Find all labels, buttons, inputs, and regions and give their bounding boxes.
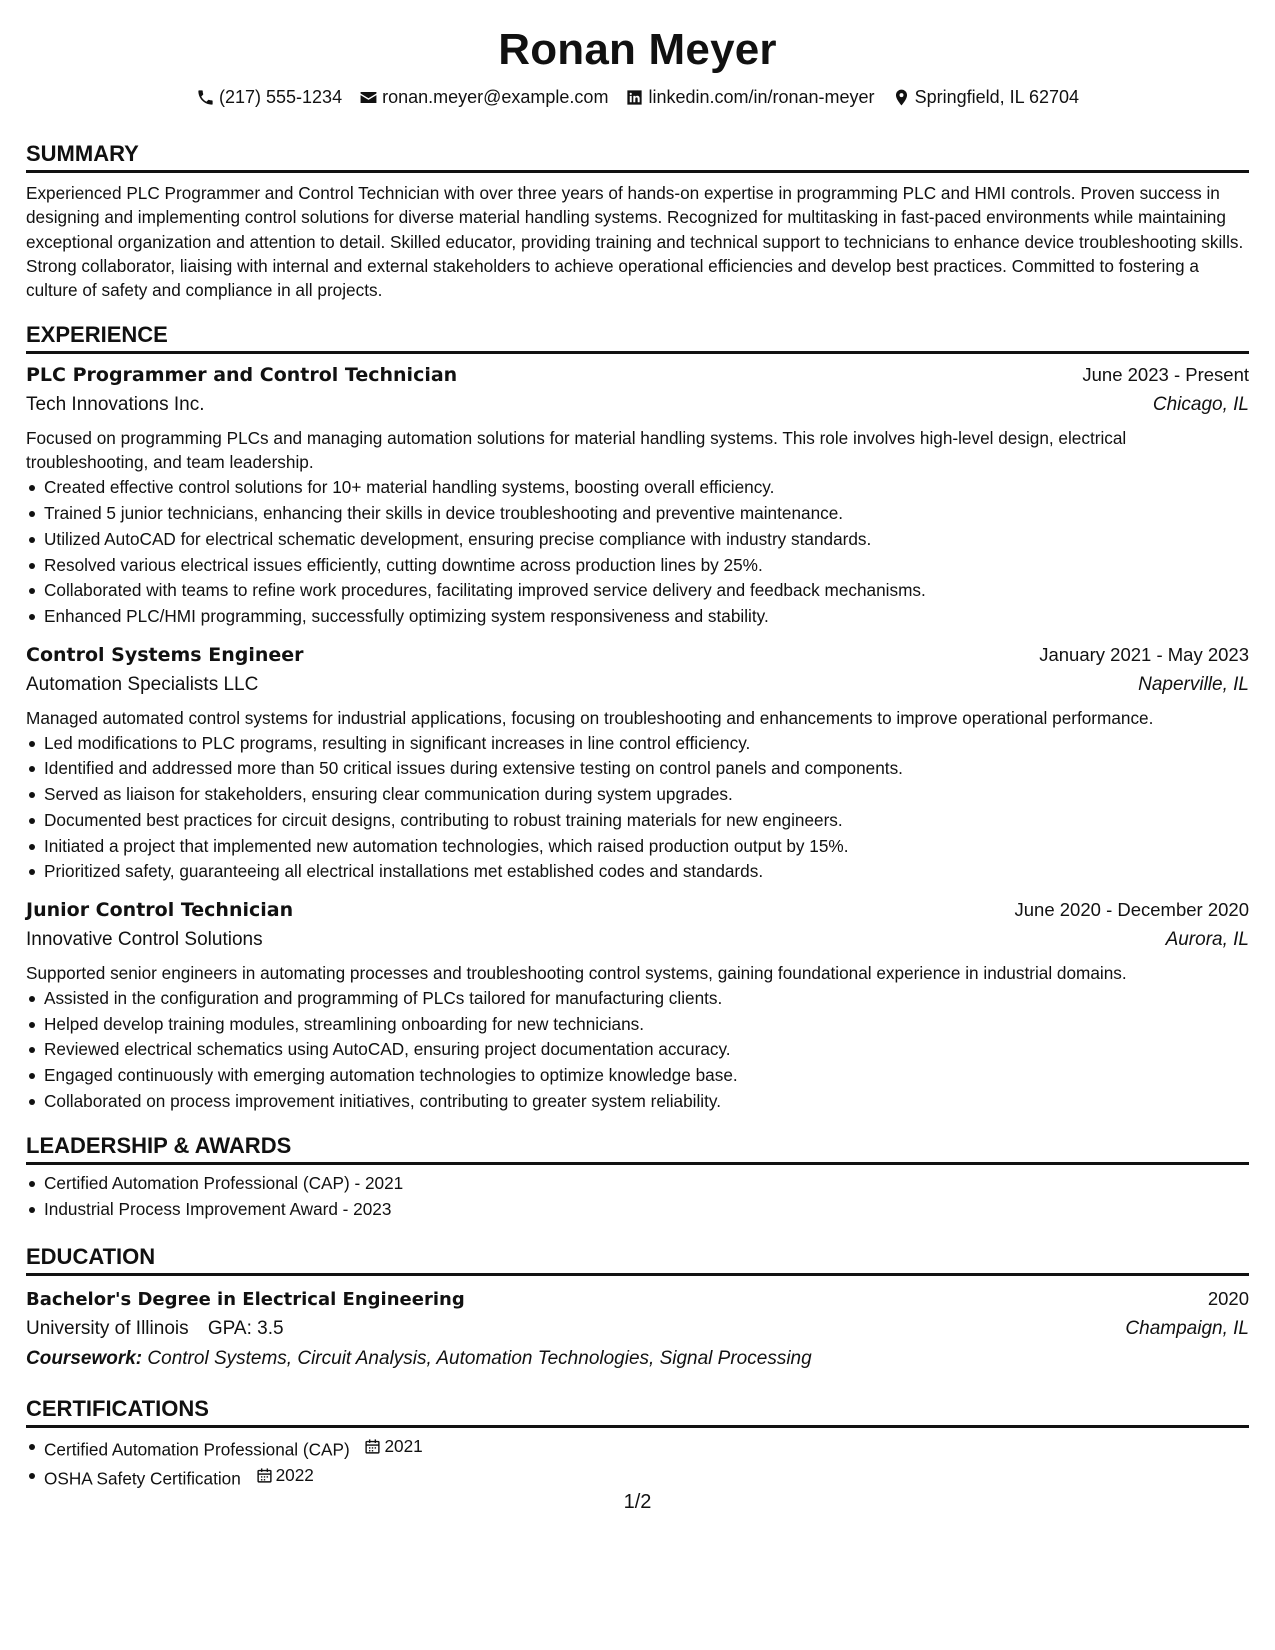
list-item: Documented best practices for circuit designs, contributing to robust training materials for new engineers. <box>44 808 1249 834</box>
job-bullets <box>26 475 1249 629</box>
job-header <box>26 360 1249 390</box>
list-item: Enhanced PLC/HMI programming, successfully optimizing system responsiveness and stability. <box>44 604 1249 630</box>
phone-icon <box>196 88 215 107</box>
contact-location <box>892 86 1079 108</box>
section-title-certifications: CERTIFICATIONS <box>26 1385 1249 1428</box>
degree: Bachelor's Degree in Electrical Engineering <box>26 1288 465 1310</box>
job-header <box>26 640 1249 670</box>
job-dates: June 2020 - December 2020 <box>1014 898 1249 920</box>
list-item: Served as liaison for stakeholders, ensuring clear communication during system upgrades. <box>44 782 1249 808</box>
job-subheader <box>26 670 1249 700</box>
certifications-section <box>26 1385 1249 1492</box>
calendar-icon <box>364 1438 381 1455</box>
linkedin-link[interactable]: linkedin.com/in/ronan-meyer <box>648 87 875 107</box>
job-dates: June 2023 - Present <box>1082 364 1249 386</box>
job-company: Automation Specialists LLC <box>26 673 259 695</box>
contact-linkedin[interactable] <box>625 86 874 108</box>
job-location: Aurora, IL <box>1165 928 1249 950</box>
list-item <box>44 1434 1249 1463</box>
job-location: Chicago, IL <box>1152 394 1249 416</box>
envelope-icon <box>359 88 378 107</box>
contact-bar <box>26 86 1249 108</box>
education-subheader <box>26 1315 1249 1343</box>
list-item: Collaborated on process improvement initiatives, contributing to greater system reliability. <box>44 1089 1249 1115</box>
job-entry <box>26 895 1249 1115</box>
section-title-education: EDUCATION <box>26 1233 1249 1276</box>
location-text: Springfield, IL 62704 <box>914 87 1080 107</box>
job-description: Managed automated control systems for industrial applications, focusing on troubleshooting and enhancements to improve operational performance. <box>26 707 1154 728</box>
certification-year: 2022 <box>275 1464 314 1485</box>
summary-section <box>26 130 1249 302</box>
list-item: Prioritized safety, guaranteeing all electrical installations met established codes and standards. <box>44 859 1249 885</box>
job-description: Supported senior engineers in automating processes and troubleshooting control systems, gaining foundational experience in industrial domains. <box>26 962 1127 983</box>
certification-year: 2021 <box>384 1435 423 1456</box>
resume-page <box>26 0 1249 1492</box>
education-location: Champaign, IL <box>1125 1317 1249 1339</box>
job-entry <box>26 640 1249 885</box>
certification-name: Certified Automation Professional (CAP) <box>44 1439 350 1460</box>
list-item: Engaged continuously with emerging automation technologies to optimize knowledge base. <box>44 1063 1249 1089</box>
education-section <box>26 1233 1249 1375</box>
list-item: Reviewed electrical schematics using AutoCAD, ensuring project documentation accuracy. <box>44 1037 1249 1063</box>
candidate-name: Ronan Meyer <box>498 25 777 74</box>
phone-text: (217) 555-1234 <box>218 87 343 107</box>
job-bullets <box>26 986 1249 1115</box>
list-item <box>44 1463 1249 1492</box>
list-item: Industrial Process Improvement Award - 2023 <box>44 1197 1249 1223</box>
job-title: Junior Control Technician <box>26 898 294 921</box>
list-item: Certified Automation Professional (CAP) - 2021 <box>44 1171 1249 1197</box>
graduation-year: 2020 <box>1207 1287 1249 1309</box>
page-number: 1/2 <box>623 1491 652 1513</box>
job-location: Naperville, IL <box>1138 673 1249 695</box>
calendar-icon <box>256 1467 273 1484</box>
certifications-list <box>26 1434 1249 1492</box>
education-header <box>26 1284 1249 1315</box>
map-pin-icon <box>892 88 911 107</box>
email-link[interactable]: ronan.meyer@example.com <box>382 87 609 107</box>
coursework-list: Control Systems, Circuit Analysis, Automation Technologies, Signal Processing <box>147 1347 812 1369</box>
contact-email[interactable] <box>359 86 608 108</box>
list-item: Resolved various electrical issues efficiently, cutting downtime across production lines by 25%. <box>44 553 1249 579</box>
summary-text: Experienced PLC Programmer and Control Technician with over three years of hands-on expertise in programming PLC and HMI controls. Proven success in designing and implementing control solutions for diverse material handling systems. Recognized for multitasking in fast-paced environments while maintaining exceptional organization and attention to detail. Skilled educator, providing training and technical support to technicians to enhance device troubleshooting skills. Strong collaborator, liaising with internal and external stakeholders to achieve operational efficiencies and develop best practices. Committed to fostering a culture of safety and compliance in all projects. <box>26 183 1244 301</box>
linkedin-icon <box>625 88 644 107</box>
section-title-experience: EXPERIENCE <box>26 311 1249 354</box>
list-item: Collaborated with teams to refine work procedures, facilitating improved service delivery and feedback mechanisms. <box>44 578 1249 604</box>
list-item: Trained 5 junior technicians, enhancing their skills in device troubleshooting and preventive maintenance. <box>44 501 1249 527</box>
list-item: Assisted in the configuration and programming of PLCs tailored for manufacturing clients. <box>44 986 1249 1012</box>
job-entry <box>26 360 1249 629</box>
coursework-label: Coursework: <box>26 1347 143 1369</box>
certification-date <box>364 1434 422 1460</box>
list-item: Helped develop training modules, streamlining onboarding for new technicians. <box>44 1012 1249 1038</box>
awards-section <box>26 1122 1249 1222</box>
list-item: Initiated a project that implemented new automation technologies, which raised production output by 15%. <box>44 834 1249 860</box>
certification-date <box>256 1463 314 1489</box>
job-bullets <box>26 731 1249 885</box>
experience-section <box>26 311 1249 1114</box>
coursework <box>26 1343 1249 1375</box>
job-title: Control Systems Engineer <box>26 643 304 666</box>
job-company: Innovative Control Solutions <box>26 928 263 950</box>
awards-list <box>26 1171 1249 1222</box>
list-item: Led modifications to PLC programs, resulting in significant increases in line control efficiency. <box>44 731 1249 757</box>
school-line <box>26 1315 284 1343</box>
certification-name: OSHA Safety Certification <box>44 1468 241 1489</box>
job-subheader <box>26 390 1249 420</box>
gpa: GPA: 3.5 <box>207 1317 284 1339</box>
list-item: Identified and addressed more than 50 critical issues during extensive testing on control panels and components. <box>44 756 1249 782</box>
job-header <box>26 895 1249 925</box>
list-item: Created effective control solutions for 10+ material handling systems, boosting overall efficiency. <box>44 475 1249 501</box>
school-name: University of Illinois <box>26 1317 189 1339</box>
job-title: PLC Programmer and Control Technician <box>26 364 458 387</box>
contact-phone <box>196 86 342 108</box>
job-dates: January 2021 - May 2023 <box>1039 643 1249 665</box>
job-company: Tech Innovations Inc. <box>26 394 205 416</box>
job-subheader <box>26 925 1249 955</box>
list-item: Utilized AutoCAD for electrical schematic development, ensuring precise compliance with industry standards. <box>44 527 1249 553</box>
job-description: Focused on programming PLCs and managing automation solutions for material handling systems. This role involves high-level design, electrical troubleshooting, and team leadership. <box>26 428 1127 473</box>
section-title-summary: SUMMARY <box>26 130 1249 173</box>
section-title-awards: LEADERSHIP & AWARDS <box>26 1122 1249 1165</box>
